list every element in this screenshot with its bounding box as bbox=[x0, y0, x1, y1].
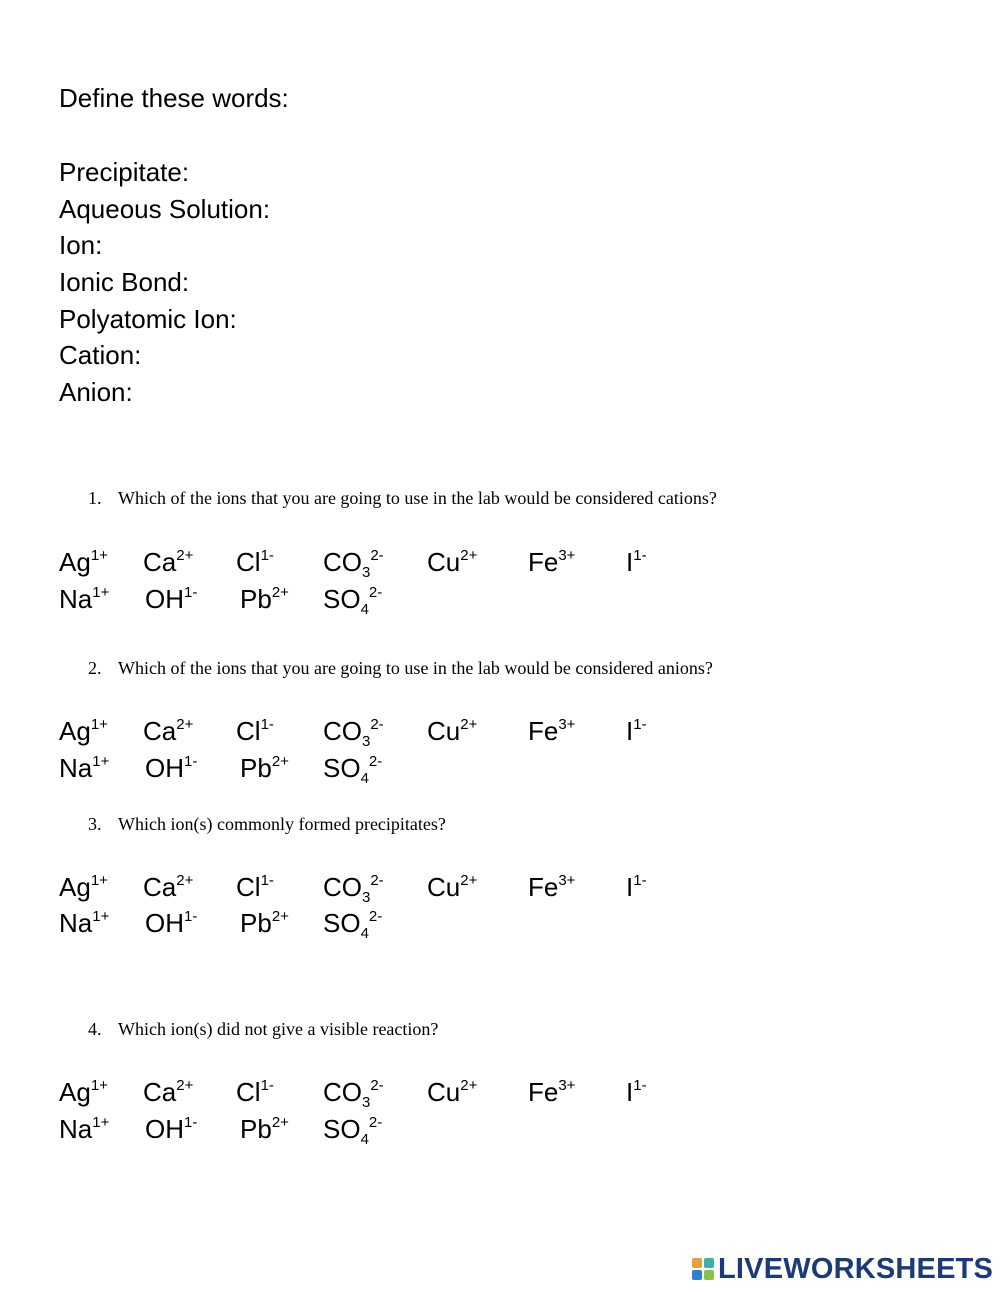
ion-charge: 2- bbox=[370, 1077, 384, 1094]
ion-charge: 2- bbox=[368, 908, 383, 925]
ion-symbol: Ag bbox=[59, 547, 91, 577]
ion-so4 bbox=[323, 905, 382, 941]
ion-charge: 1- bbox=[184, 1114, 198, 1131]
ion-charge: 1+ bbox=[92, 1114, 110, 1131]
ion-charge: 2+ bbox=[271, 1114, 289, 1131]
ion-charge: 2+ bbox=[460, 1077, 478, 1094]
ion-fe bbox=[528, 869, 575, 905]
ion-charge: 2- bbox=[368, 584, 383, 601]
ion-symbol: Pb bbox=[240, 584, 272, 614]
logo-square bbox=[704, 1258, 714, 1268]
ion-charge: 2+ bbox=[176, 872, 194, 889]
ion-row bbox=[59, 544, 759, 580]
ion-ca bbox=[143, 869, 193, 905]
ion-co3 bbox=[323, 713, 384, 749]
logo-square bbox=[704, 1270, 714, 1280]
ion-symbol: OH bbox=[145, 1114, 184, 1144]
ion-symbol: Pb bbox=[240, 908, 272, 938]
vocabulary-list bbox=[59, 154, 270, 411]
question-number: 2. bbox=[88, 658, 102, 678]
ion-subscript: 4 bbox=[360, 770, 369, 787]
ion-charge: 1- bbox=[184, 753, 198, 770]
ion-symbol: Ca bbox=[143, 716, 177, 746]
liveworksheets-logo bbox=[692, 1252, 993, 1286]
ion-fe bbox=[528, 1074, 575, 1110]
ion-row bbox=[59, 1111, 759, 1147]
ion-row bbox=[59, 750, 759, 786]
question-number: 1. bbox=[88, 488, 102, 508]
ion-so4 bbox=[323, 1111, 382, 1147]
ion-symbol: Fe bbox=[528, 716, 559, 746]
ion-ca bbox=[143, 544, 193, 580]
ion-row bbox=[59, 905, 759, 941]
ion-symbol: SO bbox=[323, 908, 361, 938]
ion-charge: 1- bbox=[260, 872, 274, 889]
ion-pb bbox=[240, 750, 289, 786]
ion-cl bbox=[236, 1074, 274, 1110]
ion-symbol: I bbox=[626, 872, 634, 902]
ion-symbol: Ca bbox=[143, 1077, 177, 1107]
ion-ag bbox=[59, 869, 108, 905]
ion-pb bbox=[240, 1111, 289, 1147]
term-polyatomic-ion: Polyatomic Ion: bbox=[59, 303, 237, 334]
ion-fe bbox=[528, 544, 575, 580]
ion-symbol: OH bbox=[145, 753, 184, 783]
ion-co3 bbox=[323, 869, 384, 905]
ion-na bbox=[59, 1111, 109, 1147]
ion-symbol: Cu bbox=[427, 1077, 461, 1107]
ion-symbol: CO bbox=[323, 1077, 362, 1107]
ion-ag bbox=[59, 1074, 108, 1110]
ion-cl bbox=[236, 544, 274, 580]
ion-symbol: I bbox=[626, 1077, 634, 1107]
ion-symbol: SO bbox=[323, 584, 361, 614]
ion-fe bbox=[528, 713, 575, 749]
question-3 bbox=[88, 812, 446, 836]
ion-na bbox=[59, 905, 109, 941]
ion-charge: 2+ bbox=[460, 872, 478, 889]
ion-symbol: Cl bbox=[236, 1077, 261, 1107]
logo-text: LIVEWORKSHEETS bbox=[718, 1252, 994, 1285]
ion-charge: 2+ bbox=[176, 716, 194, 733]
ion-charge: 1- bbox=[633, 1077, 647, 1094]
ion-charge: 2- bbox=[370, 872, 384, 889]
ion-symbol: Na bbox=[59, 584, 93, 614]
ion-na bbox=[59, 750, 109, 786]
ion-row bbox=[59, 869, 759, 905]
ion-symbol: I bbox=[626, 547, 634, 577]
ion-subscript: 3 bbox=[362, 733, 371, 750]
ion-symbol: Cl bbox=[236, 547, 261, 577]
ion-symbol: OH bbox=[145, 908, 184, 938]
ion-i bbox=[626, 869, 647, 905]
term-ion: Ion: bbox=[59, 230, 103, 261]
ion-charge: 3+ bbox=[558, 872, 576, 889]
ion-charge: 1+ bbox=[92, 908, 110, 925]
ion-ca bbox=[143, 713, 193, 749]
ion-oh bbox=[145, 581, 197, 617]
ion-symbol: CO bbox=[323, 547, 362, 577]
ion-symbol: Na bbox=[59, 1114, 93, 1144]
ion-subscript: 4 bbox=[360, 925, 369, 942]
ion-symbol: Ca bbox=[143, 547, 177, 577]
ion-charge: 2+ bbox=[271, 753, 289, 770]
ion-charge: 1+ bbox=[90, 1077, 108, 1094]
ion-charge: 1- bbox=[260, 547, 274, 564]
ion-ca bbox=[143, 1074, 193, 1110]
ion-charge: 1- bbox=[184, 584, 198, 601]
ion-charge: 1- bbox=[260, 1077, 274, 1094]
ion-pb bbox=[240, 905, 289, 941]
ion-symbol: Ag bbox=[59, 872, 91, 902]
term-anion: Anion: bbox=[59, 377, 133, 408]
ion-co3 bbox=[323, 1074, 384, 1110]
ion-cl bbox=[236, 713, 274, 749]
ion-charge: 2- bbox=[368, 753, 383, 770]
ion-charge: 1+ bbox=[90, 872, 108, 889]
ion-cu bbox=[427, 544, 477, 580]
ion-charge: 2+ bbox=[176, 1077, 194, 1094]
logo-square bbox=[692, 1258, 702, 1268]
question-1 bbox=[88, 486, 717, 510]
ion-charge: 3+ bbox=[558, 547, 576, 564]
ion-na bbox=[59, 581, 109, 617]
ion-ag bbox=[59, 713, 108, 749]
ion-subscript: 4 bbox=[360, 1131, 369, 1148]
liveworksheets-logo-icon bbox=[692, 1258, 714, 1280]
ion-subscript: 3 bbox=[362, 1094, 371, 1111]
ion-subscript: 4 bbox=[360, 601, 369, 618]
question-number: 3. bbox=[88, 814, 102, 834]
ion-co3 bbox=[323, 544, 384, 580]
question-text: Which ion(s) commonly formed precipitates? bbox=[118, 814, 446, 834]
ion-i bbox=[626, 713, 647, 749]
ion-so4 bbox=[323, 581, 382, 617]
ion-charge: 2+ bbox=[176, 547, 194, 564]
ion-symbol: OH bbox=[145, 584, 184, 614]
ion-cl bbox=[236, 869, 274, 905]
ion-charge: 1- bbox=[633, 716, 647, 733]
ion-oh bbox=[145, 1111, 197, 1147]
term-aqueous-solution: Aqueous Solution: bbox=[59, 193, 271, 224]
ion-symbol: Ca bbox=[143, 872, 177, 902]
ion-symbol: I bbox=[626, 716, 634, 746]
ion-charge: 1- bbox=[633, 547, 647, 564]
ion-symbol: Cu bbox=[427, 716, 461, 746]
ion-symbol: Cl bbox=[236, 872, 261, 902]
ion-ag bbox=[59, 544, 108, 580]
ion-symbol: Ag bbox=[59, 716, 91, 746]
ion-row bbox=[59, 713, 759, 749]
term-precipitate: Precipitate: bbox=[59, 157, 190, 187]
ion-so4 bbox=[323, 750, 382, 786]
ion-symbol: SO bbox=[323, 753, 361, 783]
ion-charge: 2+ bbox=[271, 908, 289, 925]
term-cation: Cation: bbox=[59, 340, 142, 371]
ion-charge: 1- bbox=[633, 872, 647, 889]
ion-charge: 2+ bbox=[460, 716, 478, 733]
ion-subscript: 3 bbox=[362, 889, 371, 906]
ion-symbol: SO bbox=[323, 1114, 361, 1144]
ion-i bbox=[626, 544, 647, 580]
ion-symbol: Cu bbox=[427, 872, 461, 902]
ion-symbol: Cu bbox=[427, 547, 461, 577]
ion-charge: 3+ bbox=[558, 1077, 576, 1094]
ion-oh bbox=[145, 905, 197, 941]
ion-cu bbox=[427, 713, 477, 749]
ion-cu bbox=[427, 869, 477, 905]
ion-charge: 1+ bbox=[90, 547, 108, 564]
ion-charge: 2- bbox=[370, 547, 384, 564]
ion-charge: 2- bbox=[368, 1114, 383, 1131]
logo-square bbox=[692, 1270, 702, 1280]
ion-charge: 1+ bbox=[92, 753, 110, 770]
question-text: Which of the ions that you are going to use in the lab would be considered cations? bbox=[118, 488, 717, 508]
ion-charge: 2+ bbox=[271, 584, 289, 601]
ion-symbol: Fe bbox=[528, 872, 559, 902]
term-ionic-bond: Ionic Bond: bbox=[59, 267, 190, 298]
ion-charge: 1+ bbox=[90, 716, 108, 733]
ion-oh bbox=[145, 750, 197, 786]
ion-charge: 2+ bbox=[460, 547, 478, 564]
ion-symbol: Na bbox=[59, 908, 93, 938]
ion-symbol: Pb bbox=[240, 1114, 272, 1144]
ion-pb bbox=[240, 581, 289, 617]
ion-symbol: Na bbox=[59, 753, 93, 783]
ion-symbol: Cl bbox=[236, 716, 261, 746]
question-text: Which ion(s) did not give a visible reaction? bbox=[118, 1019, 439, 1039]
ion-symbol: Ag bbox=[59, 1077, 91, 1107]
question-number: 4. bbox=[88, 1019, 102, 1039]
ion-symbol: Pb bbox=[240, 753, 272, 783]
ion-symbol: CO bbox=[323, 872, 362, 902]
ion-subscript: 3 bbox=[362, 564, 371, 581]
ion-symbol: Fe bbox=[528, 547, 559, 577]
ion-cu bbox=[427, 1074, 477, 1110]
ion-charge: 2- bbox=[370, 716, 384, 733]
ion-charge: 1- bbox=[184, 908, 198, 925]
ion-row bbox=[59, 1074, 759, 1110]
ion-charge: 1- bbox=[260, 716, 274, 733]
question-4 bbox=[88, 1017, 438, 1041]
ion-charge: 1+ bbox=[92, 584, 110, 601]
question-2 bbox=[88, 656, 713, 680]
ion-symbol: Fe bbox=[528, 1077, 559, 1107]
ion-symbol: CO bbox=[323, 716, 362, 746]
ion-row bbox=[59, 581, 759, 617]
ion-charge: 3+ bbox=[558, 716, 576, 733]
question-text: Which of the ions that you are going to use in the lab would be considered anions? bbox=[118, 658, 713, 678]
ion-i bbox=[626, 1074, 647, 1110]
page-heading: Define these words: bbox=[59, 83, 289, 113]
